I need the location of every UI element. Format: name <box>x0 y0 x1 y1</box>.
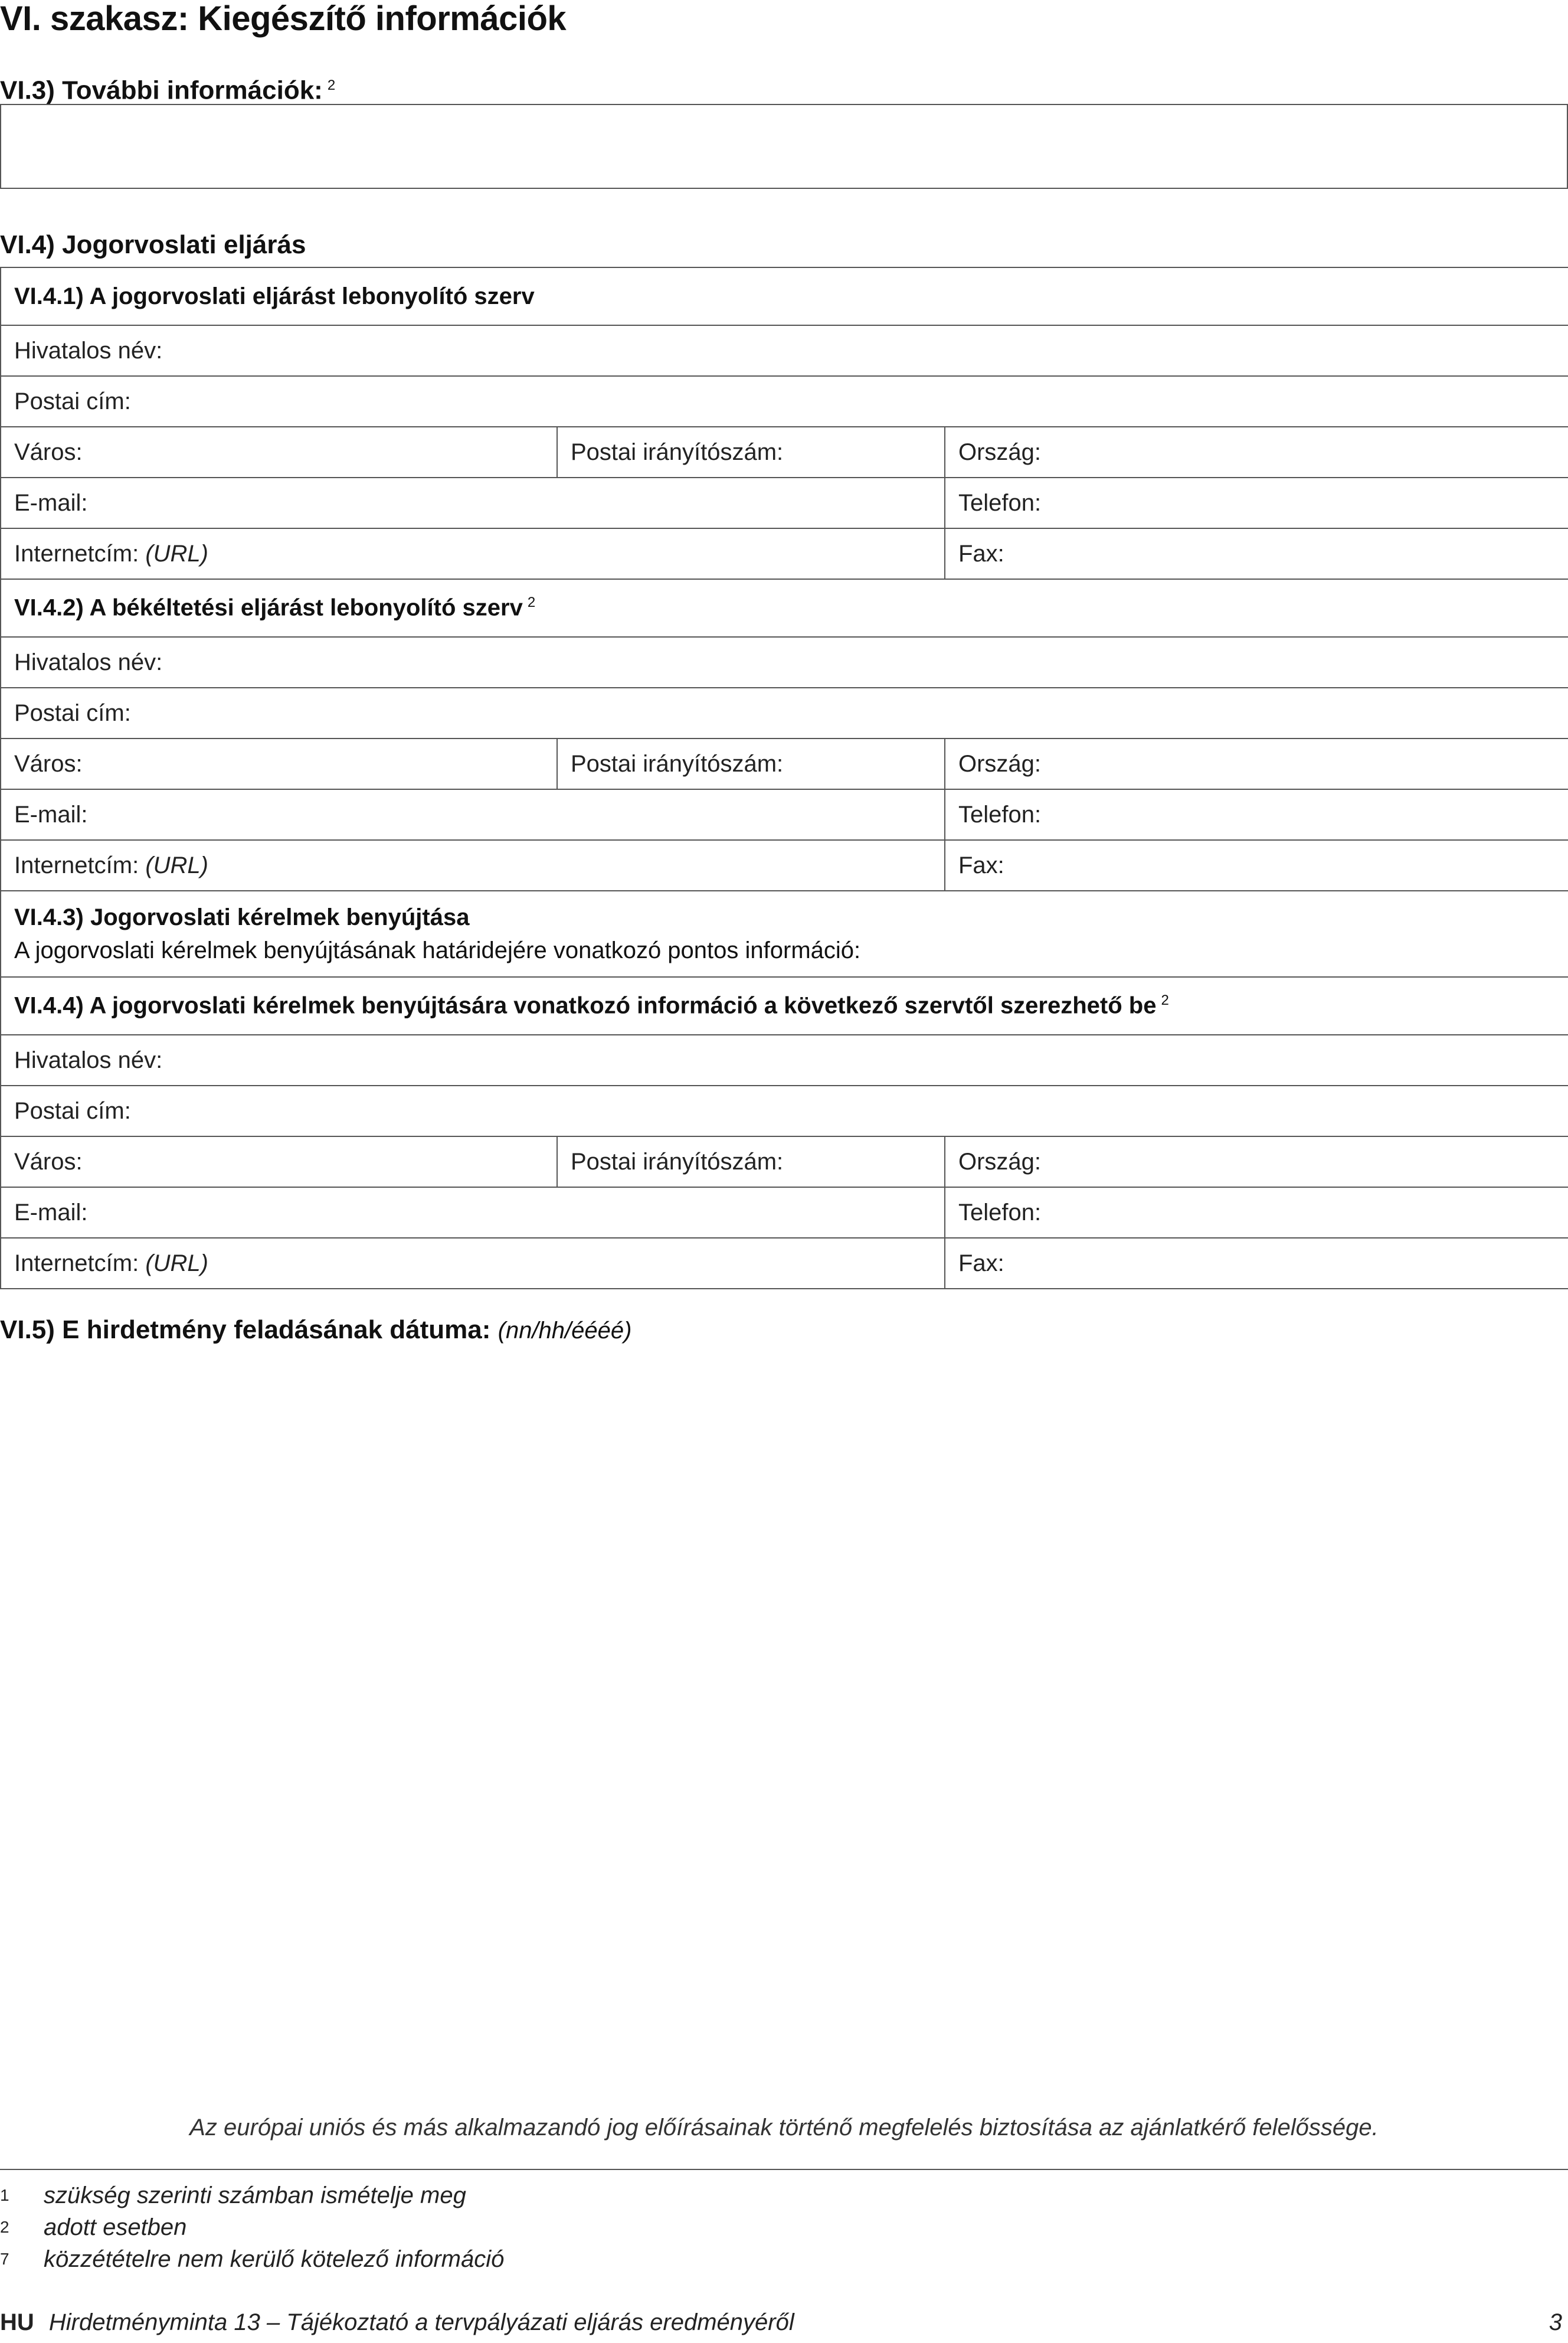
vi5-label: VI.5) E hirdetmény feladásának dátuma: <box>0 1315 491 1344</box>
vi41-city-field[interactable] <box>1 427 557 478</box>
vi42-phone-label: Telefon: <box>958 801 1042 828</box>
footnote-item <box>0 2179 504 2211</box>
vi43-deadline-text: A jogorvoslati kérelmek benyújtásának határidejére vonatkozó pontos információ: <box>14 937 861 963</box>
vi41-email-field[interactable] <box>1 478 945 528</box>
vi43-block[interactable] <box>1 891 1568 977</box>
vi42-footnote-ref: 2 <box>527 594 536 611</box>
vi41-official-name-label: Hivatalos név: <box>14 337 163 364</box>
page-number: 3 <box>1549 2309 1562 2335</box>
disclaimer-text: Az európai uniós és más alkalmazandó jog előírásainak történő megfelelés biztosítása az ajánlatkérő felelőssége. <box>189 2115 1379 2141</box>
vi5-date-hint: (nn/hh/éééé) <box>497 1318 632 1344</box>
vi41-country-label: Ország: <box>958 439 1042 465</box>
vi44-heading <box>1 977 1568 1035</box>
vi44-country-label: Ország: <box>958 1148 1042 1175</box>
vi44-email-field[interactable] <box>1 1187 945 1238</box>
vi44-fax-field[interactable] <box>945 1238 1568 1289</box>
vi41-official-name-field[interactable] <box>1 325 1568 376</box>
vi42-country-field[interactable] <box>945 738 1568 789</box>
vi44-address-field[interactable] <box>1 1086 1568 1136</box>
vi42-url-hint: (URL) <box>145 852 208 878</box>
vi43-heading: VI.4.3) Jogorvoslati kérelmek benyújtása <box>14 904 470 930</box>
vi44-email-label: E-mail: <box>14 1199 88 1226</box>
page-footer <box>0 2309 794 2336</box>
vi42-heading-text: VI.4.2) A békéltetési eljárást lebonyolító szerv <box>14 594 523 621</box>
vi44-fax-label: Fax: <box>958 1250 1004 1276</box>
vi3-label: VI.3) További információk: <box>0 76 323 105</box>
vi42-address-field[interactable] <box>1 688 1568 738</box>
vi42-postal-field[interactable] <box>557 738 945 789</box>
vi41-url-label: Internetcím: <box>14 540 139 567</box>
vi42-url-field[interactable] <box>1 840 945 891</box>
vi44-postal-label: Postai irányítószám: <box>571 1148 784 1175</box>
vi44-url-label: Internetcím: <box>14 1250 139 1276</box>
vi41-city-label: Város: <box>14 439 83 465</box>
footnote-number: 2 <box>0 2218 9 2236</box>
vi3-text-field[interactable] <box>0 104 1568 189</box>
vi41-fax-label: Fax: <box>958 540 1004 567</box>
vi42-email-label: E-mail: <box>14 801 88 828</box>
footnote-item <box>0 2243 504 2275</box>
vi42-fax-field[interactable] <box>945 840 1568 891</box>
footnote-divider <box>0 2169 1568 2170</box>
vi44-footnote-ref: 2 <box>1161 992 1169 1009</box>
vi44-official-name-field[interactable] <box>1 1035 1568 1086</box>
footnote-item <box>0 2211 504 2243</box>
vi44-postal-field[interactable] <box>557 1136 945 1187</box>
vi41-country-field[interactable] <box>945 427 1568 478</box>
vi42-postal-label: Postai irányítószám: <box>571 750 784 777</box>
vi44-phone-label: Telefon: <box>958 1199 1042 1226</box>
vi5-heading <box>0 1315 631 1345</box>
vi44-url-field[interactable] <box>1 1238 945 1289</box>
vi42-address-label: Postai cím: <box>14 700 131 726</box>
footnote-text: szükség szerinti számban ismételje meg <box>44 2182 466 2208</box>
vi41-email-label: E-mail: <box>14 489 88 516</box>
vi42-country-label: Ország: <box>958 750 1042 777</box>
footnotes <box>0 2179 504 2275</box>
vi44-heading-text: VI.4.4) A jogorvoslati kérelmek benyújtására vonatkozó információ a következő szervtől szerezhető be <box>14 992 1157 1019</box>
vi3-heading <box>0 71 335 106</box>
vi44-address-label: Postai cím: <box>14 1097 131 1124</box>
footnote-number: 1 <box>0 2186 9 2204</box>
vi44-url-hint: (URL) <box>145 1250 208 1276</box>
vi42-official-name-label: Hivatalos név: <box>14 649 163 675</box>
vi42-email-field[interactable] <box>1 789 945 840</box>
vi41-address-label: Postai cím: <box>14 388 131 414</box>
vi4-heading: VI.4) Jogorvoslati eljárás <box>0 230 306 259</box>
vi41-phone-label: Telefon: <box>958 489 1042 516</box>
vi41-fax-field[interactable] <box>945 528 1568 579</box>
remedy-form-table <box>0 267 1568 1289</box>
vi44-city-label: Város: <box>14 1148 83 1175</box>
vi42-heading <box>1 579 1568 637</box>
vi41-url-field[interactable] <box>1 528 945 579</box>
section-title: VI. szakasz: Kiegészítő információk <box>0 0 567 38</box>
vi44-city-field[interactable] <box>1 1136 557 1187</box>
footnote-text: közzétételre nem kerülő kötelező információ <box>44 2246 505 2272</box>
footnote-number: 7 <box>0 2250 9 2268</box>
vi42-city-label: Város: <box>14 750 83 777</box>
vi41-postal-field[interactable] <box>557 427 945 478</box>
vi44-country-field[interactable] <box>945 1136 1568 1187</box>
footer-title: Hirdetményminta 13 – Tájékoztató a tervpályázati eljárás eredményéről <box>48 2309 794 2335</box>
vi41-phone-field[interactable] <box>945 478 1568 528</box>
vi42-city-field[interactable] <box>1 738 557 789</box>
vi41-url-hint: (URL) <box>145 540 208 567</box>
vi42-phone-field[interactable] <box>945 789 1568 840</box>
vi3-footnote-ref: 2 <box>327 77 336 93</box>
vi41-postal-label: Postai irányítószám: <box>571 439 784 465</box>
vi41-heading: VI.4.1) A jogorvoslati eljárást lebonyolító szerv <box>1 267 1568 325</box>
vi42-url-label: Internetcím: <box>14 852 139 878</box>
vi41-address-field[interactable] <box>1 376 1568 427</box>
vi44-official-name-label: Hivatalos név: <box>14 1047 163 1073</box>
footer-language-code: HU <box>0 2309 34 2335</box>
footnote-text: adott esetben <box>44 2214 187 2240</box>
vi42-fax-label: Fax: <box>958 852 1004 878</box>
vi42-official-name-field[interactable] <box>1 637 1568 688</box>
vi44-phone-field[interactable] <box>945 1187 1568 1238</box>
